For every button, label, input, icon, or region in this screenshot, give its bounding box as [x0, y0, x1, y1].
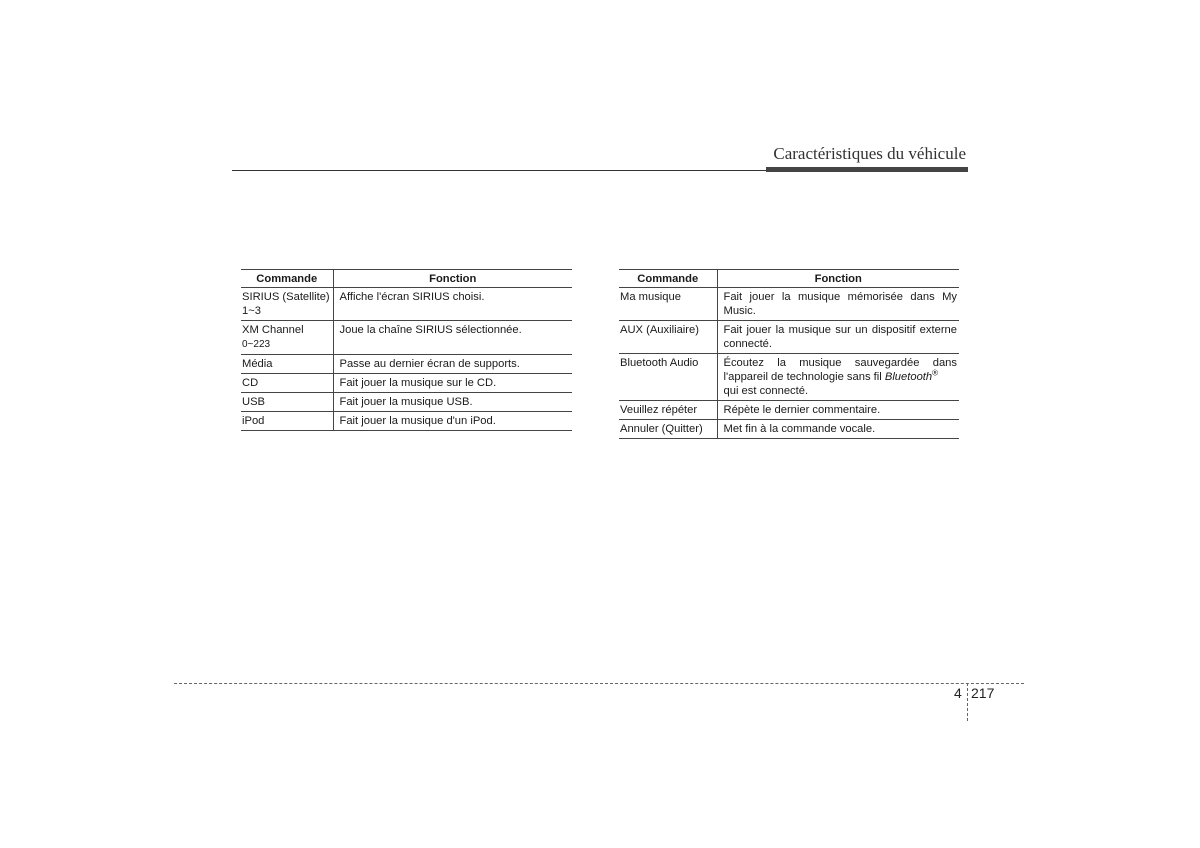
table-row: [241, 374, 572, 393]
table-row: [619, 321, 959, 354]
command-cell: [241, 288, 333, 321]
bluetooth-brand: Bluetooth: [884, 371, 933, 383]
command-cell: CD: [241, 374, 333, 393]
function-cell: Joue la chaîne SIRIUS sélectionnée.: [333, 321, 572, 355]
table-row: [241, 412, 572, 431]
command-range: 1~3: [242, 305, 261, 317]
command-cell: Veuillez répéter: [619, 401, 717, 420]
command-range: 0~223: [242, 339, 271, 350]
column-header-function: Fonction: [717, 270, 959, 288]
table-row: [241, 288, 572, 321]
function-cell: Fait jouer la musique d'un iPod.: [333, 412, 572, 431]
page-number: 217: [971, 685, 995, 701]
function-cell: Répète le dernier commentaire.: [717, 401, 959, 420]
voice-command-table-left: [241, 269, 572, 431]
table-row: [619, 354, 959, 401]
table-header-row: [241, 270, 572, 288]
table-row: [241, 355, 572, 374]
command-cell: Bluetooth Audio: [619, 354, 717, 401]
registered-mark: ®: [932, 368, 939, 378]
table-row: [619, 401, 959, 420]
section-title: Caractéristiques du véhicule: [773, 144, 966, 163]
table-row: [619, 288, 959, 321]
chapter-number: 4: [954, 685, 962, 701]
command-text: XM Channel: [242, 324, 304, 336]
function-cell: Fait jouer la musique sur le CD.: [333, 374, 572, 393]
command-cell: Annuler (Quitter): [619, 420, 717, 439]
function-cell: Met fin à la commande vocale.: [717, 420, 959, 439]
page-number-divider: [967, 683, 968, 721]
function-cell: Passe au dernier écran de supports.: [333, 355, 572, 374]
table-header-row: [619, 270, 959, 288]
command-cell: USB: [241, 393, 333, 412]
voice-command-table-right: [619, 269, 959, 439]
command-cell: iPod: [241, 412, 333, 431]
table-row: [619, 420, 959, 439]
command-cell: Ma musique: [619, 288, 717, 321]
function-cell: Affiche l'écran SIRIUS choisi.: [333, 288, 572, 321]
column-header-function: Fonction: [333, 270, 572, 288]
table-row: [241, 321, 572, 355]
function-cell: Fait jouer la musique USB.: [333, 393, 572, 412]
function-text: Écoutez la musique sauvegardée dans l'appareil de technologie sans fil: [723, 357, 957, 383]
command-cell: Média: [241, 355, 333, 374]
command-cell: [241, 321, 333, 355]
header-rule-accent: [766, 167, 968, 172]
function-cell: [717, 354, 959, 401]
column-header-command: Commande: [619, 270, 717, 288]
function-cell: Fait jouer la musique sur un dispositif externe connecté.: [717, 321, 959, 354]
command-text: SIRIUS (Satellite): [242, 291, 330, 303]
table-row: [241, 393, 572, 412]
function-cell: Fait jouer la musique mémorisée dans My Music.: [717, 288, 959, 321]
command-cell: AUX (Auxiliaire): [619, 321, 717, 354]
footer-divider: [174, 683, 1024, 684]
column-header-command: Commande: [241, 270, 333, 288]
page-header: [232, 144, 968, 174]
function-text-end: qui est connecté.: [723, 385, 809, 397]
